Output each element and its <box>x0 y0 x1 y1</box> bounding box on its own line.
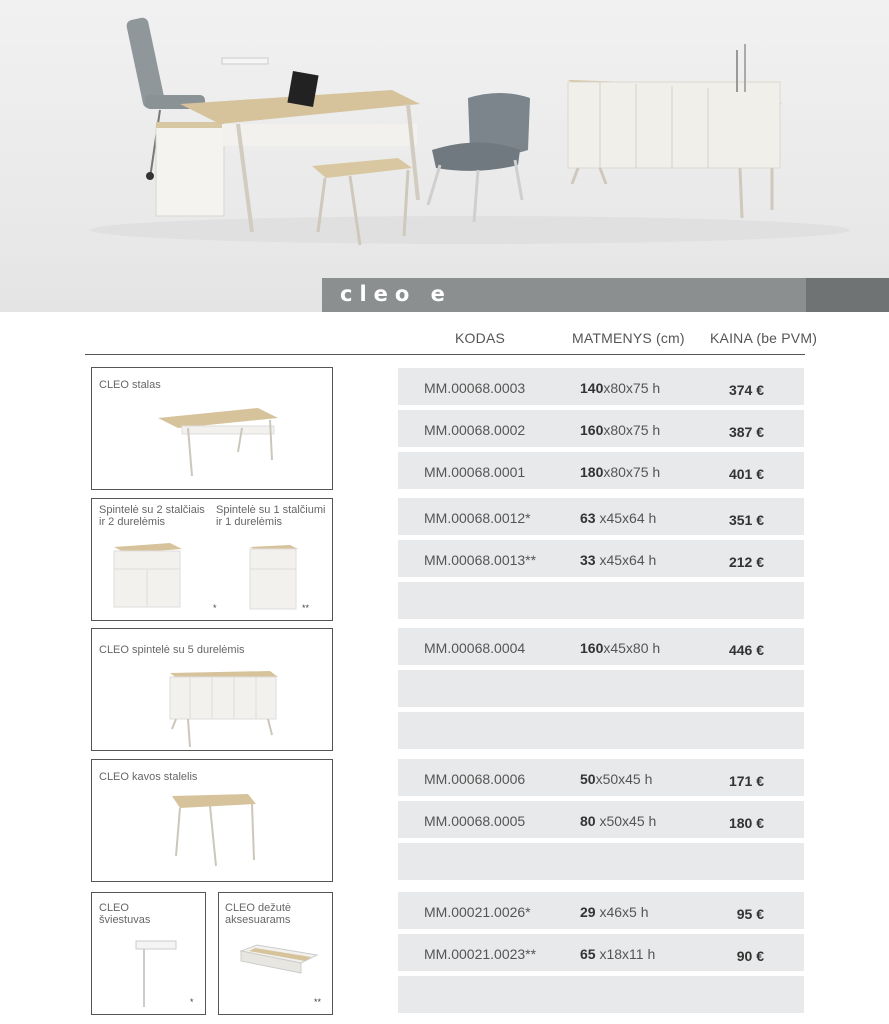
header-divider <box>85 354 805 355</box>
column-header-dimensions: MATMENYS (cm) <box>572 330 685 346</box>
sideboard-illustration <box>568 44 782 218</box>
column-header-price: KAINA (be PVM) <box>710 330 818 346</box>
product-card-coffee-table <box>91 759 333 882</box>
product-dimensions: 160x80x75 h <box>580 422 661 438</box>
product-price: 212 € <box>728 554 764 570</box>
hero-banner <box>0 0 889 312</box>
product-code: MM.00068.0006 <box>424 771 526 787</box>
table-row <box>398 934 804 971</box>
desk-thumbnail <box>92 368 334 491</box>
table-row <box>398 892 804 929</box>
product-card-5-door-cabinet <box>91 628 333 751</box>
mark-single-asterisk: * <box>213 603 217 613</box>
product-card-cabinets <box>91 498 333 621</box>
product-label-desk: CLEO stalas <box>99 379 161 391</box>
table-row <box>398 498 804 535</box>
product-dimensions: 180x80x75 h <box>580 464 661 480</box>
product-price: 351 € <box>728 512 764 528</box>
product-code: MM.00021.0026* <box>424 904 531 920</box>
table-row-empty <box>398 670 804 707</box>
product-price: 446 € <box>728 642 764 658</box>
title-band-accent <box>806 278 889 312</box>
mark-single-asterisk: * <box>190 997 194 1007</box>
product-label-cabinet-1-drawer: Spintelė su 1 stalčiumi ir 1 durelėmis <box>216 504 326 528</box>
product-code: MM.00068.0005 <box>424 813 526 829</box>
pedestal-illustration <box>156 122 224 216</box>
product-code: MM.00068.0003 <box>424 380 526 396</box>
product-code: MM.00068.0002 <box>424 422 526 438</box>
table-row-empty <box>398 843 804 880</box>
product-code: MM.00068.0001 <box>424 464 526 480</box>
product-price: 95 € <box>736 906 764 922</box>
collection-title: cleo e <box>340 282 452 306</box>
product-dimensions: 29 x46x5 h <box>580 904 649 920</box>
product-dimensions: 80 x50x45 h <box>580 813 657 829</box>
product-label-lamp: CLEO šviestuvas <box>99 902 151 926</box>
table-row <box>398 368 804 405</box>
lounge-chair-illustration <box>428 93 530 222</box>
product-price: 401 € <box>728 466 764 482</box>
product-price: 387 € <box>728 424 764 440</box>
column-header-code: KODAS <box>455 330 506 346</box>
product-label-coffee-table: CLEO kavos stalelis <box>99 771 198 783</box>
product-label-accessory-box: CLEO dežutė aksesuarams <box>225 902 292 926</box>
table-row-empty <box>398 582 804 619</box>
product-code: MM.00068.0012* <box>424 510 531 526</box>
table-row-empty <box>398 712 804 749</box>
product-code: MM.00021.0023** <box>424 946 537 962</box>
coffee-table-thumbnail <box>92 760 334 883</box>
table-row-empty <box>398 976 804 1013</box>
5-door-cabinet-thumbnail <box>92 629 334 752</box>
product-dimensions: 50x50x45 h <box>580 771 653 787</box>
table-row <box>398 801 804 838</box>
table-row <box>398 628 804 665</box>
product-label-5-door-cabinet: CLEO spintelė su 5 durelėmis <box>99 644 245 656</box>
product-price: 374 € <box>728 382 764 398</box>
product-price: 90 € <box>736 948 764 964</box>
product-card-lamp <box>91 892 206 1015</box>
product-dimensions: 160x45x80 h <box>580 640 661 656</box>
table-row <box>398 410 804 447</box>
product-dimensions: 140x80x75 h <box>580 380 661 396</box>
table-row <box>398 452 804 489</box>
hero-furniture-illustration <box>0 0 889 312</box>
mark-double-asterisk: ** <box>302 603 310 613</box>
product-price: 171 € <box>728 773 764 789</box>
product-card-accessory-box <box>218 892 333 1015</box>
table-row <box>398 759 804 796</box>
product-code: MM.00068.0004 <box>424 640 526 656</box>
product-code: MM.00068.0013** <box>424 552 537 568</box>
mark-double-asterisk: ** <box>314 997 322 1007</box>
product-label-cabinet-2-drawers: Spintelė su 2 stalčiais ir 2 durelėmis <box>99 504 205 528</box>
table-row <box>398 540 804 577</box>
product-dimensions: 63 x45x64 h <box>580 510 657 526</box>
product-price: 180 € <box>728 815 764 831</box>
product-dimensions: 65 x18x11 h <box>580 946 656 962</box>
product-card-desk <box>91 367 333 490</box>
product-dimensions: 33 x45x64 h <box>580 552 657 568</box>
